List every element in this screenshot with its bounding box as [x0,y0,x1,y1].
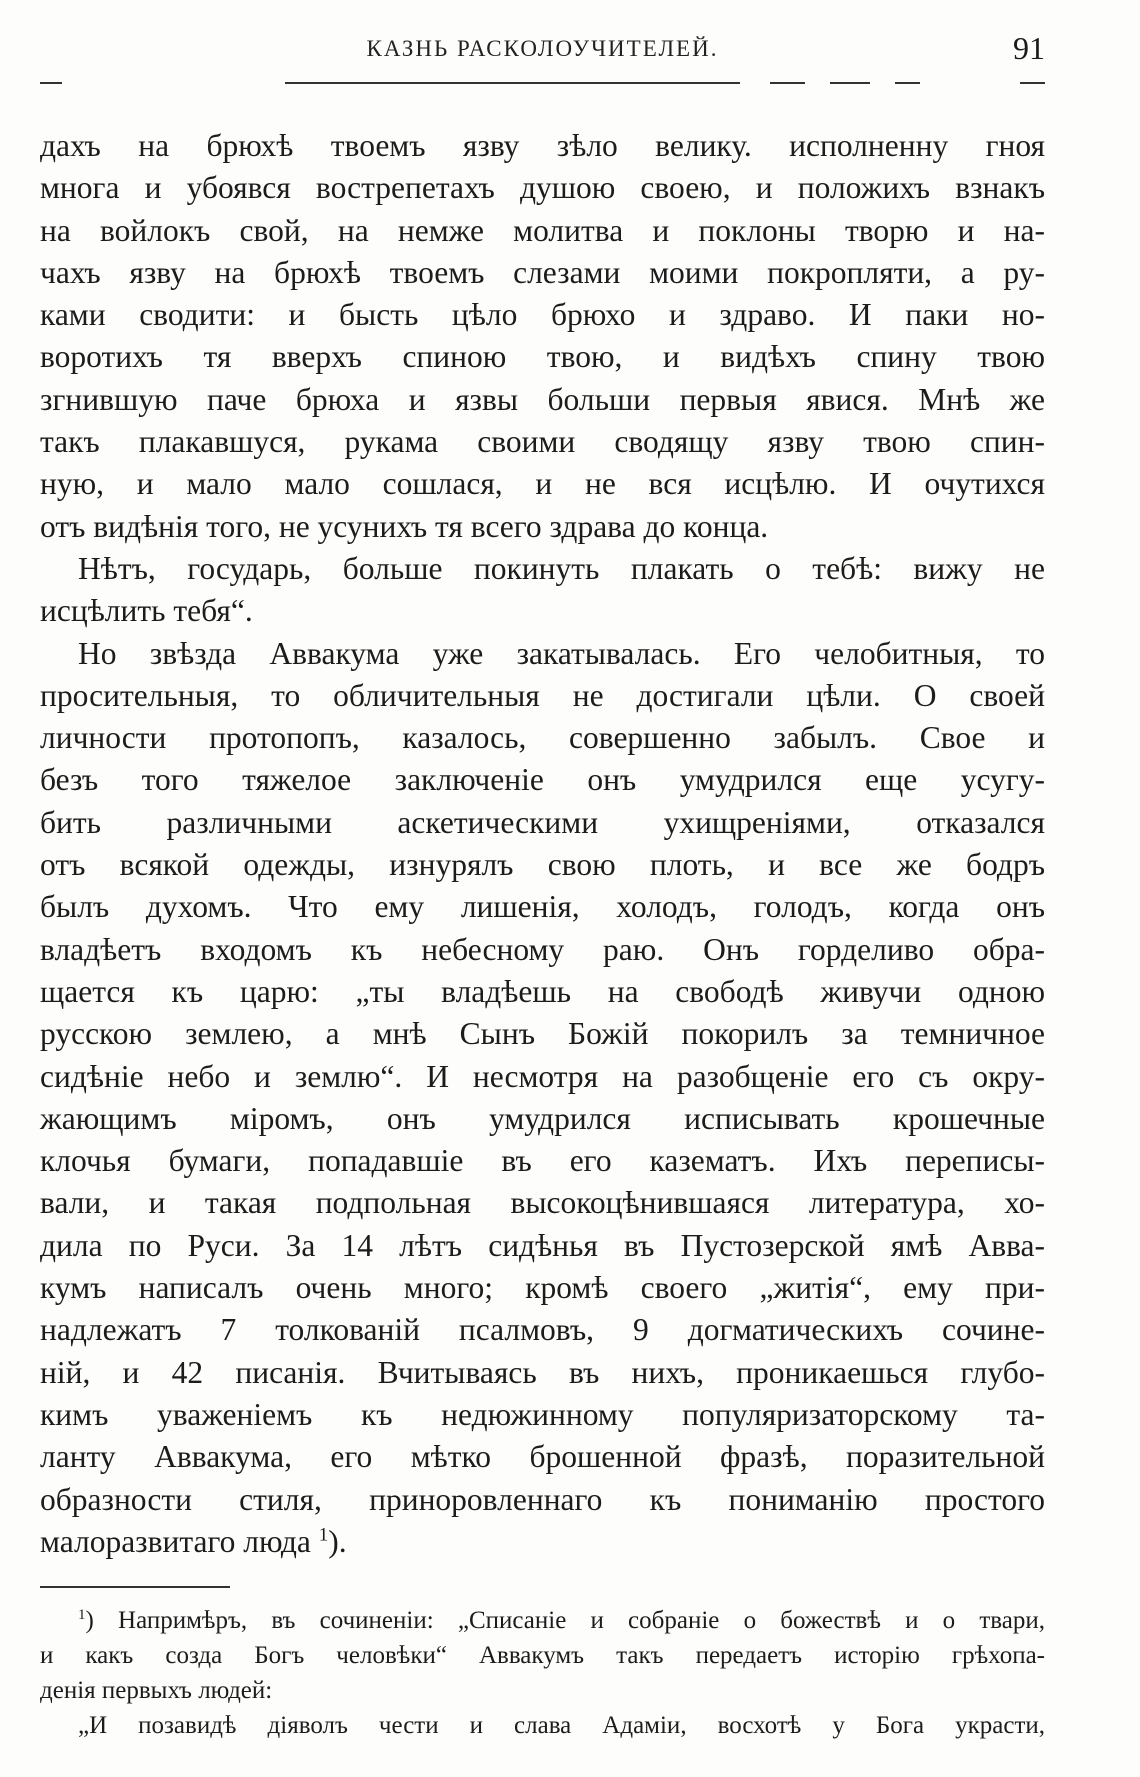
text-line: вали, и такая подпольная высокоцѣнившаяся литература, хо- [40,1185,1045,1221]
text-line: чахъ язву на брюхѣ твоемъ слезами моими покропляти, а ру- [40,254,1045,290]
text-line-final [40,1521,1045,1563]
text-line: просительныя, то обличительныя не достигали цѣли. О своей [40,677,1045,713]
running-head [40,30,1045,74]
main-text [40,125,1045,1563]
text-line: на войлокъ свой, на немже молитва и поклоны творю и на- [40,212,1045,248]
text-line: былъ духомъ. Что ему лишенія, холодъ, голодъ, когда онъ [40,889,1045,925]
footnote-separator [40,1586,230,1588]
text-line: отъ всякой одежды, изнурялъ свою плоть, и все же бодръ [40,847,1045,883]
final-line-text: малоразвитаго люда [40,1523,311,1559]
text-line: воротихъ тя вверхъ спиною твою, и видѣхъ спину твою [40,339,1045,375]
page-number: 91 [1013,30,1045,66]
text-line: жающимъ міромъ, онъ умудрился исписывать крошечные [40,1100,1045,1136]
text-line: кимъ уваженіемъ къ недюжинному популяризаторскому та- [40,1396,1045,1432]
text-line: личности протопопъ, казалось, совершенно забылъ. Свое и [40,720,1045,756]
text-line: такъ плакавшуся, рукама своими сводящу язву твою спин- [40,424,1045,460]
running-title: КАЗНЬ РАСКОЛОУЧИТЕЛЕЙ. [366,36,719,61]
text-line: отъ видѣнія того, не усунихъ тя всего здрава до конца. [40,508,769,544]
text-line: владѣетъ входомъ къ небесному раю. Онъ горделиво обра- [40,931,1045,967]
text-line: ками сводити: и бысть цѣло брюхо и здраво. И паки но- [40,297,1045,333]
text-line: надлежатъ 7 толкованій псалмовъ, 9 догматическихъ сочине- [40,1312,1045,1348]
text-line: дила по Руси. За 14 лѣтъ сидѣнья въ Пустозерской ямѣ Авва- [40,1227,1045,1263]
text-line: згнившую паче брюха и язвы больши первыя явися. Мнѣ же [40,381,1045,417]
text-line: щается къ царю: „ты владѣешь на свободѣ живучи одною [40,973,1045,1009]
text-line: дахъ на брюхѣ твоемъ язву зѣло велику. исполненну гноя [40,128,1045,163]
text-line: многа и убоявся вострепетахъ душою своею, и положихъ взнакъ [40,170,1045,206]
footnote-line: и какъ созда Богъ человѣки“ Аввакумъ такъ передаетъ исторію грѣхопа- [40,1642,1045,1669]
footnote-marker: 1 [78,1607,86,1623]
text-line: ній, и 42 писанія. Вчитываясь въ нихъ, проникаешься глубо- [40,1354,1045,1390]
text-line: русскою землею, а мнѣ Сынъ Божій покорилъ за темничное [40,1016,1045,1052]
footnote-reference[interactable]: 1 [318,1524,329,1546]
footnotes [40,1603,1045,1743]
text-line: Нѣтъ, государь, больше покинуть плакать о тебѣ: вижу не [78,550,1045,586]
footnote-text: ) Напримѣръ, въ сочиненіи: „Списаніе и собраніе о божествѣ и о твари, [85,1607,1045,1634]
text-line: Но звѣзда Аввакума уже закатывалась. Его челобитныя, то [78,635,1045,671]
text-line: клочья бумаги, попадавшіе въ его казематъ. Ихъ переписы- [40,1143,1045,1179]
footnote-line: денія первыхъ людей: [40,1677,273,1704]
text-line: образности стиля, приноровленнаго къ пониманію простого [40,1481,1045,1517]
text-line: ную, и мало мало сошлася, и не вся исцѣлю. И очутихся [40,466,1045,502]
footnote-line: „И позавидѣ діяволъ чести и слава Адамiи, восхотѣ у Бога украсти, [78,1712,1045,1739]
text-line: ланту Аввакума, его мѣтко брошенной фразѣ, поразительной [40,1439,1045,1475]
closing-punctuation: ). [328,1523,347,1559]
footnote-line [40,1603,1045,1638]
text-line: исцѣлить тебя“. [40,593,253,629]
text-line: сидѣніе небо и землю“. И несмотря на разобщеніе его съ окру- [40,1058,1045,1094]
text-line: бить различными аскетическими ухищреніями, отказался [40,804,1045,840]
header-rule [40,82,1045,84]
text-line: безъ того тяжелое заключеніе онъ умудрился еще усугу- [40,762,1045,798]
text-line: кумъ написалъ очень много; кромѣ своего „житія“, ему при- [40,1270,1045,1306]
